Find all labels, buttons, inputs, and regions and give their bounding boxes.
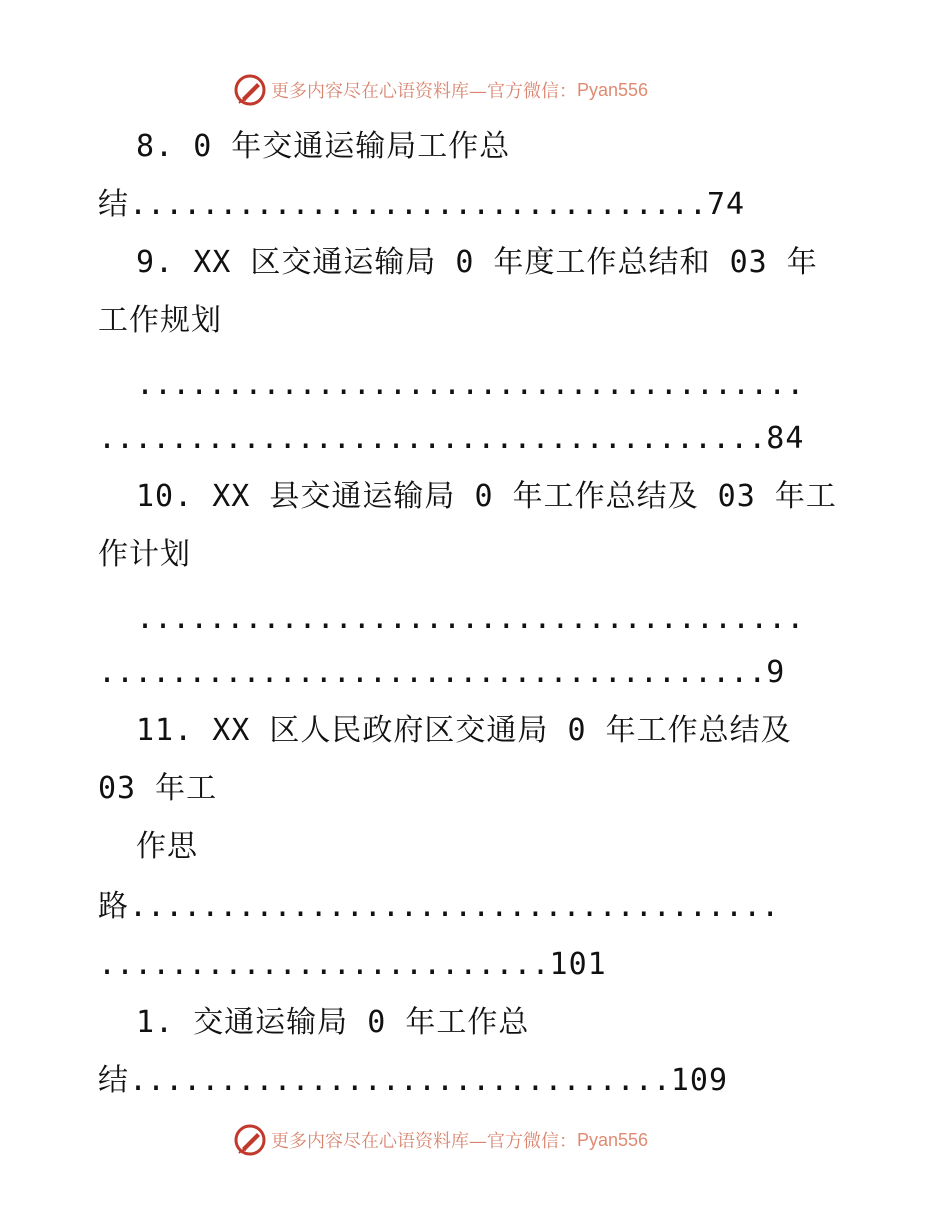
toc-entry-number: 8.	[136, 129, 175, 164]
toc-entry-title: 9. XX 区交通运输局 0 年度工作总结和 03 年	[136, 245, 818, 280]
toc-leader-line: .........................101	[98, 947, 607, 982]
toc-entry-title-cont: 工作规划	[98, 303, 222, 338]
toc-entry-title-cont: 作思	[136, 829, 198, 864]
toc-page-number: 74	[706, 187, 746, 222]
watermark-text: 更多内容尽在心语资料库—官方微信：	[271, 1131, 577, 1152]
toc-leader-line: .....................................	[136, 367, 805, 402]
toc-entry-number: 11.	[136, 713, 194, 748]
toc-entry-number: 9.	[136, 245, 175, 280]
footer-watermark	[233, 1122, 648, 1158]
toc-entry-title: 8. 0 年交通运输局工作总	[136, 129, 511, 164]
toc-entry-title-cont: 03 年工	[98, 771, 218, 806]
toc-leader-line: 结................................74	[98, 187, 746, 222]
toc-entry-title: 1. 交通运输局 0 年工作总	[136, 1005, 530, 1040]
toc-leader-line: 结..............................109	[98, 1063, 729, 1098]
toc-entry-title-cont: 作计划	[98, 537, 191, 572]
toc-entry-number: 1.	[136, 1005, 175, 1040]
toc-page-number: 9	[766, 655, 786, 690]
toc-leader-line: .....................................84	[98, 421, 805, 456]
header-watermark	[233, 72, 648, 108]
toc-leader-line: 路....................................	[98, 889, 780, 924]
toc-leader-line: .....................................9	[98, 655, 786, 690]
toc-leader-line: .....................................	[136, 601, 805, 636]
toc-entry-title: 10. XX 县交通运输局 0 年工作总结及 03 年工	[136, 479, 837, 514]
toc-page-number: 84	[766, 421, 805, 456]
pen-logo-icon	[233, 1123, 267, 1157]
watermark-text: 更多内容尽在心语资料库—官方微信：	[271, 81, 577, 102]
toc-entry-number: 10.	[136, 479, 194, 514]
toc-page-number: 109	[670, 1063, 729, 1098]
toc-entry-title: 11. XX 区人民政府区交通局 0 年工作总结及	[136, 713, 792, 748]
watermark-wechat-id: Pyan556	[577, 79, 649, 100]
toc-page-number: 101	[549, 947, 607, 982]
pen-logo-icon	[233, 73, 267, 107]
watermark-wechat-id: Pyan556	[577, 1129, 649, 1150]
